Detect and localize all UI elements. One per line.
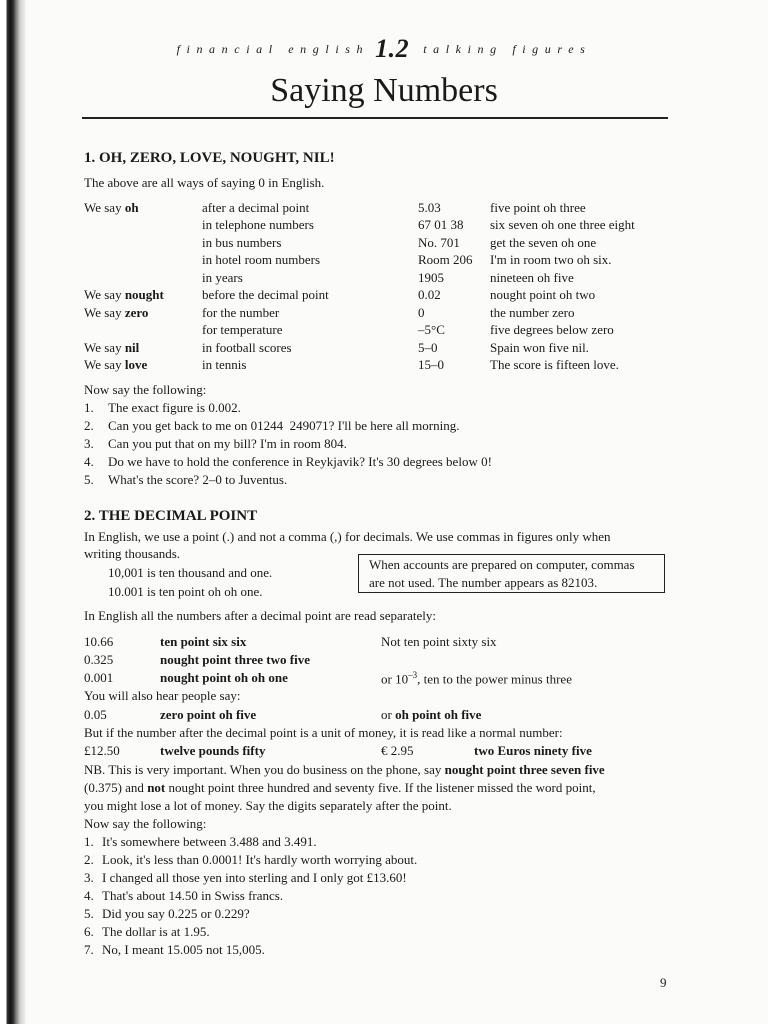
page-number: 9	[660, 975, 667, 990]
table-row-reading: Spain won five nil.	[490, 340, 589, 355]
table-row-example: 0	[418, 305, 425, 320]
power-note: or $10^{-3}$, ten to the power minus three	[381, 670, 572, 687]
money-rule-text: But if the number after the decimal point is a unit of money, it is read like a normal number:	[84, 725, 563, 740]
thousands-example: 10,001 is ten thousand and one.	[108, 565, 273, 580]
read-separately-text: In English all the numbers after a decimal point are read separately:	[84, 608, 436, 623]
list-item: 5. What's the score? 2–0 to Juventus.	[84, 472, 288, 487]
exercise-prompt: Now say the following:	[84, 816, 207, 831]
table-row-reading: get the seven oh one	[490, 235, 597, 250]
table-row-example: –5°C	[418, 322, 445, 337]
decimal-example: 10.001 is ten point oh oh one.	[108, 584, 263, 599]
decimal-number: 0.325	[84, 652, 114, 667]
list-item: 2. Look, it's less than 0.0001! It's hardly worth worrying about.	[84, 852, 418, 867]
table-row-say: We say zero	[84, 305, 149, 320]
table-row-reading: The score is fifteen love.	[490, 357, 619, 372]
computer-accounts-note-box	[358, 554, 665, 593]
page-binding-edge	[0, 0, 26, 1024]
header-left-text: financial english	[176, 42, 370, 56]
table-row-example: 15–0	[418, 357, 444, 372]
table-row-example: Room 206	[418, 252, 473, 267]
section1-heading: 1. OH, ZERO, LOVE, NOUGHT, NIL!	[84, 150, 335, 166]
decimal-reading: nought point oh oh one	[160, 670, 288, 685]
list-item: 6. The dollar is at 1.95.	[84, 924, 210, 939]
list-item: 5. Did you say 0.225 or 0.229?	[84, 906, 250, 921]
table-row-context: in hotel room numbers	[202, 252, 321, 267]
table-row-reading: nought point oh two	[490, 287, 596, 302]
decimal-number: 0.001	[84, 670, 114, 685]
table-row-context: for the number	[202, 305, 280, 320]
table-row-example: 0.02	[418, 287, 441, 302]
money-amount: € 2.95	[381, 743, 414, 758]
also-hear-text: You will also hear people say:	[84, 688, 241, 703]
section1-intro: The above are all ways of saying 0 in English.	[84, 175, 325, 190]
money-reading: twelve pounds fifty	[160, 743, 266, 758]
table-row-context: for temperature	[202, 322, 283, 337]
table-row-example: 67 01 38	[418, 217, 464, 232]
money-reading: two Euros ninety five	[474, 743, 592, 758]
list-item: 2. Can you get back to me on 01244 249071? I'll be here all morning.	[84, 418, 460, 433]
note-line: When accounts are prepared on computer, commas	[369, 557, 635, 572]
decimal-reading: zero point oh five	[160, 707, 257, 722]
exercise-prompt: Now say the following:	[84, 382, 207, 397]
table-row-reading: five point oh three	[490, 200, 586, 215]
chapter-number: 1.2	[375, 34, 410, 63]
list-item: 4. That's about 14.50 in Swiss francs.	[84, 888, 284, 903]
title-rule	[82, 117, 668, 119]
decimal-note: or oh point oh five	[381, 707, 482, 722]
table-row-example: 5–0	[418, 340, 438, 355]
table-row-say: We say oh	[84, 200, 139, 215]
table-row-reading: the number zero	[490, 305, 575, 320]
section2-intro-line1: In English, we use a point (.) and not a comma (,) for decimals. We use commas in figures only when	[84, 529, 611, 544]
nb-line: (0.375) and not nought point three hundred and seventy five. If the listener missed the word point,	[84, 780, 596, 795]
decimal-reading: ten point six six	[160, 634, 247, 649]
table-row-say: We say nought	[84, 287, 164, 302]
table-row-context: in football scores	[202, 340, 292, 355]
table-row-reading: I'm in room two oh six.	[490, 252, 612, 267]
table-row-context: in years	[202, 270, 243, 285]
list-item: 1. It's somewhere between 3.488 and 3.491.	[84, 834, 317, 849]
list-item: 1. The exact figure is 0.002.	[84, 400, 241, 415]
decimal-number: 10.66	[84, 634, 114, 649]
header-right-text: talking figures	[423, 42, 592, 56]
table-row-reading: nineteen oh five	[490, 270, 574, 285]
table-row-reading: five degrees below zero	[490, 322, 614, 337]
table-row-context: in tennis	[202, 357, 247, 372]
table-row-example: 1905	[418, 270, 444, 285]
page-title: Saying Numbers	[270, 72, 498, 109]
table-row-context: after a decimal point	[202, 200, 310, 215]
money-amount: £12.50	[84, 743, 120, 758]
table-row-say: We say nil	[84, 340, 140, 355]
running-header	[0, 30, 768, 63]
list-item: 7. No, I meant 15.005 not 15,005.	[84, 942, 265, 957]
nb-line: NB. This is very important. When you do business on the phone, say nought point three seven five	[84, 762, 605, 777]
table-row-context: in bus numbers	[202, 235, 282, 250]
table-row-context: before the decimal point	[202, 287, 329, 302]
list-item: 4. Do we have to hold the conference in Reykjavik? It's 30 degrees below 0!	[84, 454, 492, 469]
table-row-reading: six seven oh one three eight	[490, 217, 635, 232]
decimal-number: 0.05	[84, 707, 107, 722]
table-row-example: No. 701	[418, 235, 460, 250]
decimal-reading: nought point three two five	[160, 652, 310, 667]
nb-line: you might lose a lot of money. Say the digits separately after the point.	[84, 798, 452, 813]
decimal-note: Not ten point sixty six	[381, 634, 497, 649]
table-row-say: We say love	[84, 357, 148, 372]
list-item: 3. Can you put that on my bill? I'm in room 804.	[84, 436, 347, 451]
list-item: 3. I changed all those yen into sterling and I only got £13.60!	[84, 870, 407, 885]
table-row-context: in telephone numbers	[202, 217, 314, 232]
section2-heading: 2. THE DECIMAL POINT	[84, 508, 258, 524]
section2-intro-line2: writing thousands.	[84, 546, 181, 561]
note-line: are not used. The number appears as 82103.	[369, 575, 598, 590]
table-row-example: 5.03	[418, 200, 441, 215]
